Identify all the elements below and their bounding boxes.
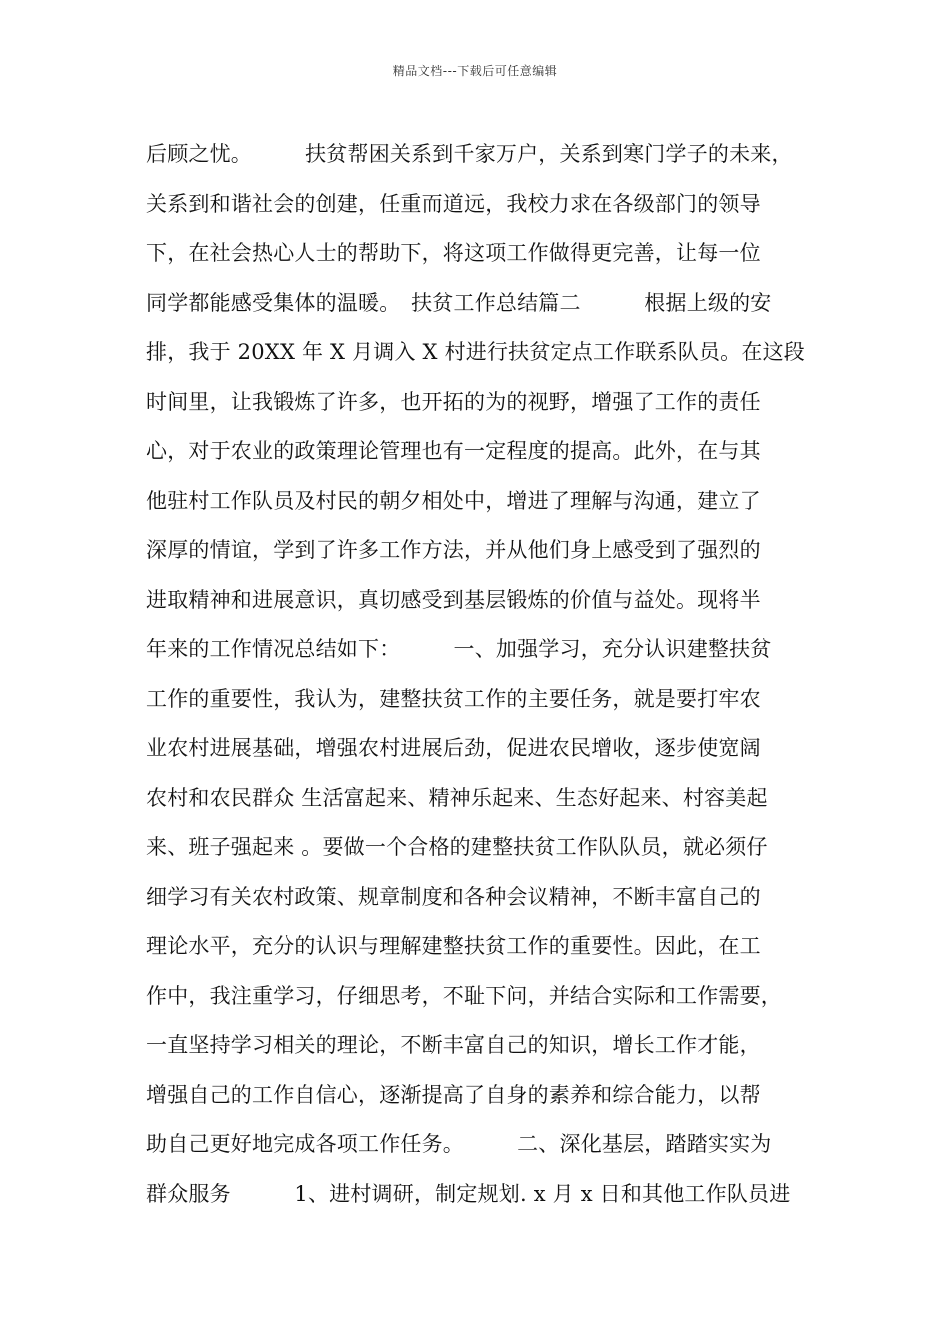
text-line: 助自己更好地完成各项工作任务。 二、深化基层，踏踏实实为 — [146, 1132, 772, 1156]
text-line: 进取精神和进展意识，真切感受到基层锻炼的价值与益处。现将半 — [146, 587, 761, 612]
text-line: 群众服务 1、进村调研，制定规划. x 月 x 日和其他工作队员进 — [146, 1181, 791, 1206]
text-line: 深厚的情谊，学到了许多工作方法，并从他们身上感受到了强烈的 — [146, 538, 761, 562]
text-line: 后顾之忧。 扶贫帮困关系到千家万户，关系到寒门学子的未来， — [146, 142, 793, 166]
text-line: 心，对于农业的政策理论管理也有一定程度的提高。此外，在与其 — [146, 439, 761, 463]
text-line: 工作的重要性，我认为，建整扶贫工作的主要任务，就是要打牢农 — [146, 686, 761, 711]
text-line: 增强自己的工作自信心，逐渐提高了自身的素养和综合能力，以帮 — [146, 1082, 761, 1107]
page-header: 精品文档---下载后可任意编辑 — [392, 64, 558, 78]
text-line: 细学习有关农村政策、规章制度和各种会议精神，不断丰富自己的 — [146, 884, 761, 909]
text-line: 时间里，让我锻炼了许多，也开拓的为的视野，增强了工作的责任 — [146, 389, 761, 414]
text-line: 作中，我注重学习，仔细思考，不耻下问，并结合实际和工作需要， — [146, 983, 782, 1008]
document-body — [146, 130, 816, 1219]
text-line: 下，在社会热心人士的帮助下，将这项工作做得更完善，让每一位 — [146, 241, 761, 265]
text-line: 排，我于 20XX 年 X 月调入 X 村进行扶贫定点工作联系队员。在这段 — [146, 340, 805, 364]
text-line: 一直坚持学习相关的理论，不断丰富自己的知识，增长工作才能， — [146, 1033, 761, 1057]
text-line: 同学都能感受集体的温暖。 扶贫工作总结篇二 根据上级的安 — [146, 290, 772, 315]
text-line: 理论水平，充分的认识与理解建整扶贫工作的重要性。因此，在工 — [146, 934, 761, 958]
text-line: 业农村进展基础，增强农村进展后劲，促进农民增收，逐步使宽阔 — [146, 736, 761, 760]
text-line: 关系到和谐社会的创建，任重而道远，我校力求在各级部门的领导 — [146, 191, 761, 216]
text-line: 年来的工作情况总结如下： 一、加强学习，充分认识建整扶贫 — [146, 637, 772, 661]
text-line: 来、班子强起来 。要做一个合格的建整扶贫工作队队员，就必须仔 — [146, 835, 768, 859]
text-line: 他驻村工作队员及村民的朝夕相处中，增进了理解与沟通，建立了 — [146, 488, 761, 513]
text-line: 农村和农民群众 生活富起来、精神乐起来、生态好起来、村容美起 — [146, 785, 768, 810]
